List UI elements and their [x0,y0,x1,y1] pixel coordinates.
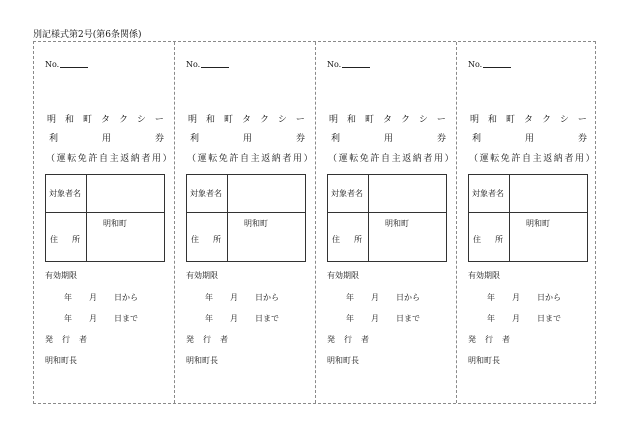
target-name-label: 対象者名 [472,189,504,198]
month-label: 月 [230,314,238,323]
title-char: タ [523,115,533,125]
month-label: 月 [89,293,97,302]
ticket-title-line2 [472,134,587,145]
address-label [473,235,503,245]
year-label: 年 [346,314,354,323]
title-char: 利 [49,134,59,144]
holder-info-table [327,174,447,262]
title-char: ー [577,115,587,125]
title-char: 和 [346,115,356,125]
address-label-char: 所 [213,235,221,244]
taxi-ticket [175,42,315,403]
month-label: 月 [371,314,379,323]
title-char: ク [400,115,410,125]
year-label: 年 [487,314,495,323]
title-char: 明 [329,115,339,125]
day-until-label: 日まで [255,314,279,323]
issuer-char: 行 [344,335,352,344]
issuer-char: 発 [327,335,335,344]
address-value: 明和町 [103,219,127,228]
year-label: 年 [487,293,495,302]
issuer-char: 行 [62,335,70,344]
ticket-subtitle: （運転免許自主返納者用） [187,154,315,164]
issuer-char: 発 [468,335,476,344]
issuer-label [45,335,87,345]
year-label: 年 [205,314,213,323]
issuer-char: 発 [45,335,53,344]
issuer-value: 明和町長 [186,356,218,365]
title-char: 券 [295,134,305,144]
ticket-subtitle: （運転免許自主返納者用） [469,154,597,164]
issuer-char: 者 [502,335,510,344]
ticket-title-line1 [47,115,164,126]
day-from-label: 日から [396,293,420,302]
holder-info-table [186,174,306,262]
title-char: 利 [190,134,200,144]
number-label: No. [186,60,201,69]
title-char: 町 [223,115,233,125]
address-label-char: 所 [72,235,80,244]
day-from-label: 日から [255,293,279,302]
month-label: 月 [89,314,97,323]
address-value: 明和町 [385,219,409,228]
ticket-title-line2 [49,134,164,145]
table-divider [86,175,87,261]
address-label [50,235,80,245]
month-label: 月 [512,293,520,302]
ticket-title-line1 [188,115,305,126]
title-char: 券 [436,134,446,144]
title-char: タ [382,115,392,125]
issuer-char: 者 [220,335,228,344]
holder-info-table [45,174,165,262]
taxi-ticket [34,42,174,403]
validity-label: 有効期限 [468,271,500,280]
title-char: タ [100,115,110,125]
number-blank [342,59,370,68]
number-label: No. [327,60,342,69]
year-label: 年 [205,293,213,302]
title-char: 券 [154,134,164,144]
ticket-title-line1 [470,115,587,126]
title-char: 町 [82,115,92,125]
number-blank [60,59,88,68]
ticket-number [327,59,370,70]
ticket-number [186,59,229,70]
day-from-label: 日から [114,293,138,302]
day-until-label: 日まで [396,314,420,323]
title-char: 町 [505,115,515,125]
title-char: 用 [524,134,534,144]
ticket-subtitle: （運転免許自主返納者用） [328,154,456,164]
day-from-label: 日から [537,293,561,302]
holder-info-table [468,174,588,262]
issuer-char: 者 [79,335,87,344]
title-char: 券 [577,134,587,144]
title-char: 和 [487,115,497,125]
ticket-number [45,59,88,70]
taxi-ticket [457,42,597,403]
title-char: シ [277,115,287,125]
ticket-title-line2 [190,134,305,145]
title-char: 和 [205,115,215,125]
form-title: 別記様式第2号(第6条関係) [33,30,142,40]
address-value: 明和町 [244,219,268,228]
year-label: 年 [64,293,72,302]
issuer-char: 行 [203,335,211,344]
table-divider [368,175,369,261]
title-char: 明 [47,115,57,125]
target-name-label: 対象者名 [190,189,222,198]
ticket-sheet [33,41,596,404]
title-char: 用 [242,134,252,144]
title-char: シ [559,115,569,125]
issuer-value: 明和町長 [327,356,359,365]
address-label-char: 住 [473,235,481,244]
ticket-subtitle: （運転免許自主返納者用） [46,154,174,164]
title-char: 和 [64,115,74,125]
title-char: 明 [188,115,198,125]
title-char: ー [154,115,164,125]
issuer-char: 発 [186,335,194,344]
ticket-title-line2 [331,134,446,145]
validity-label: 有効期限 [45,271,77,280]
ticket-number [468,59,511,70]
address-label [191,235,221,245]
title-char: 利 [472,134,482,144]
year-label: 年 [64,314,72,323]
taxi-ticket [316,42,456,403]
address-label-char: 住 [50,235,58,244]
year-label: 年 [346,293,354,302]
number-label: No. [45,60,60,69]
title-char: ー [295,115,305,125]
issuer-label [468,335,510,345]
validity-label: 有効期限 [186,271,218,280]
title-char: シ [136,115,146,125]
number-blank [483,59,511,68]
ticket-title-line1 [329,115,446,126]
number-label: No. [468,60,483,69]
table-divider [227,175,228,261]
title-char: ク [118,115,128,125]
address-label-char: 所 [354,235,362,244]
title-char: 用 [383,134,393,144]
title-char: ク [541,115,551,125]
issuer-char: 行 [485,335,493,344]
issuer-char: 者 [361,335,369,344]
title-char: シ [418,115,428,125]
issuer-label [186,335,228,345]
title-char: 明 [470,115,480,125]
address-label-char: 所 [495,235,503,244]
issuer-label [327,335,369,345]
title-char: ー [436,115,446,125]
day-until-label: 日まで [537,314,561,323]
title-char: 利 [331,134,341,144]
title-char: タ [241,115,251,125]
month-label: 月 [230,293,238,302]
target-name-label: 対象者名 [331,189,363,198]
table-divider [509,175,510,261]
target-name-label: 対象者名 [49,189,81,198]
title-char: ク [259,115,269,125]
issuer-value: 明和町長 [45,356,77,365]
validity-label: 有効期限 [327,271,359,280]
title-char: 町 [364,115,374,125]
issuer-value: 明和町長 [468,356,500,365]
address-label-char: 住 [332,235,340,244]
address-value: 明和町 [526,219,550,228]
title-char: 用 [101,134,111,144]
number-blank [201,59,229,68]
month-label: 月 [512,314,520,323]
month-label: 月 [371,293,379,302]
address-label [332,235,362,245]
address-label-char: 住 [191,235,199,244]
day-until-label: 日まで [114,314,138,323]
